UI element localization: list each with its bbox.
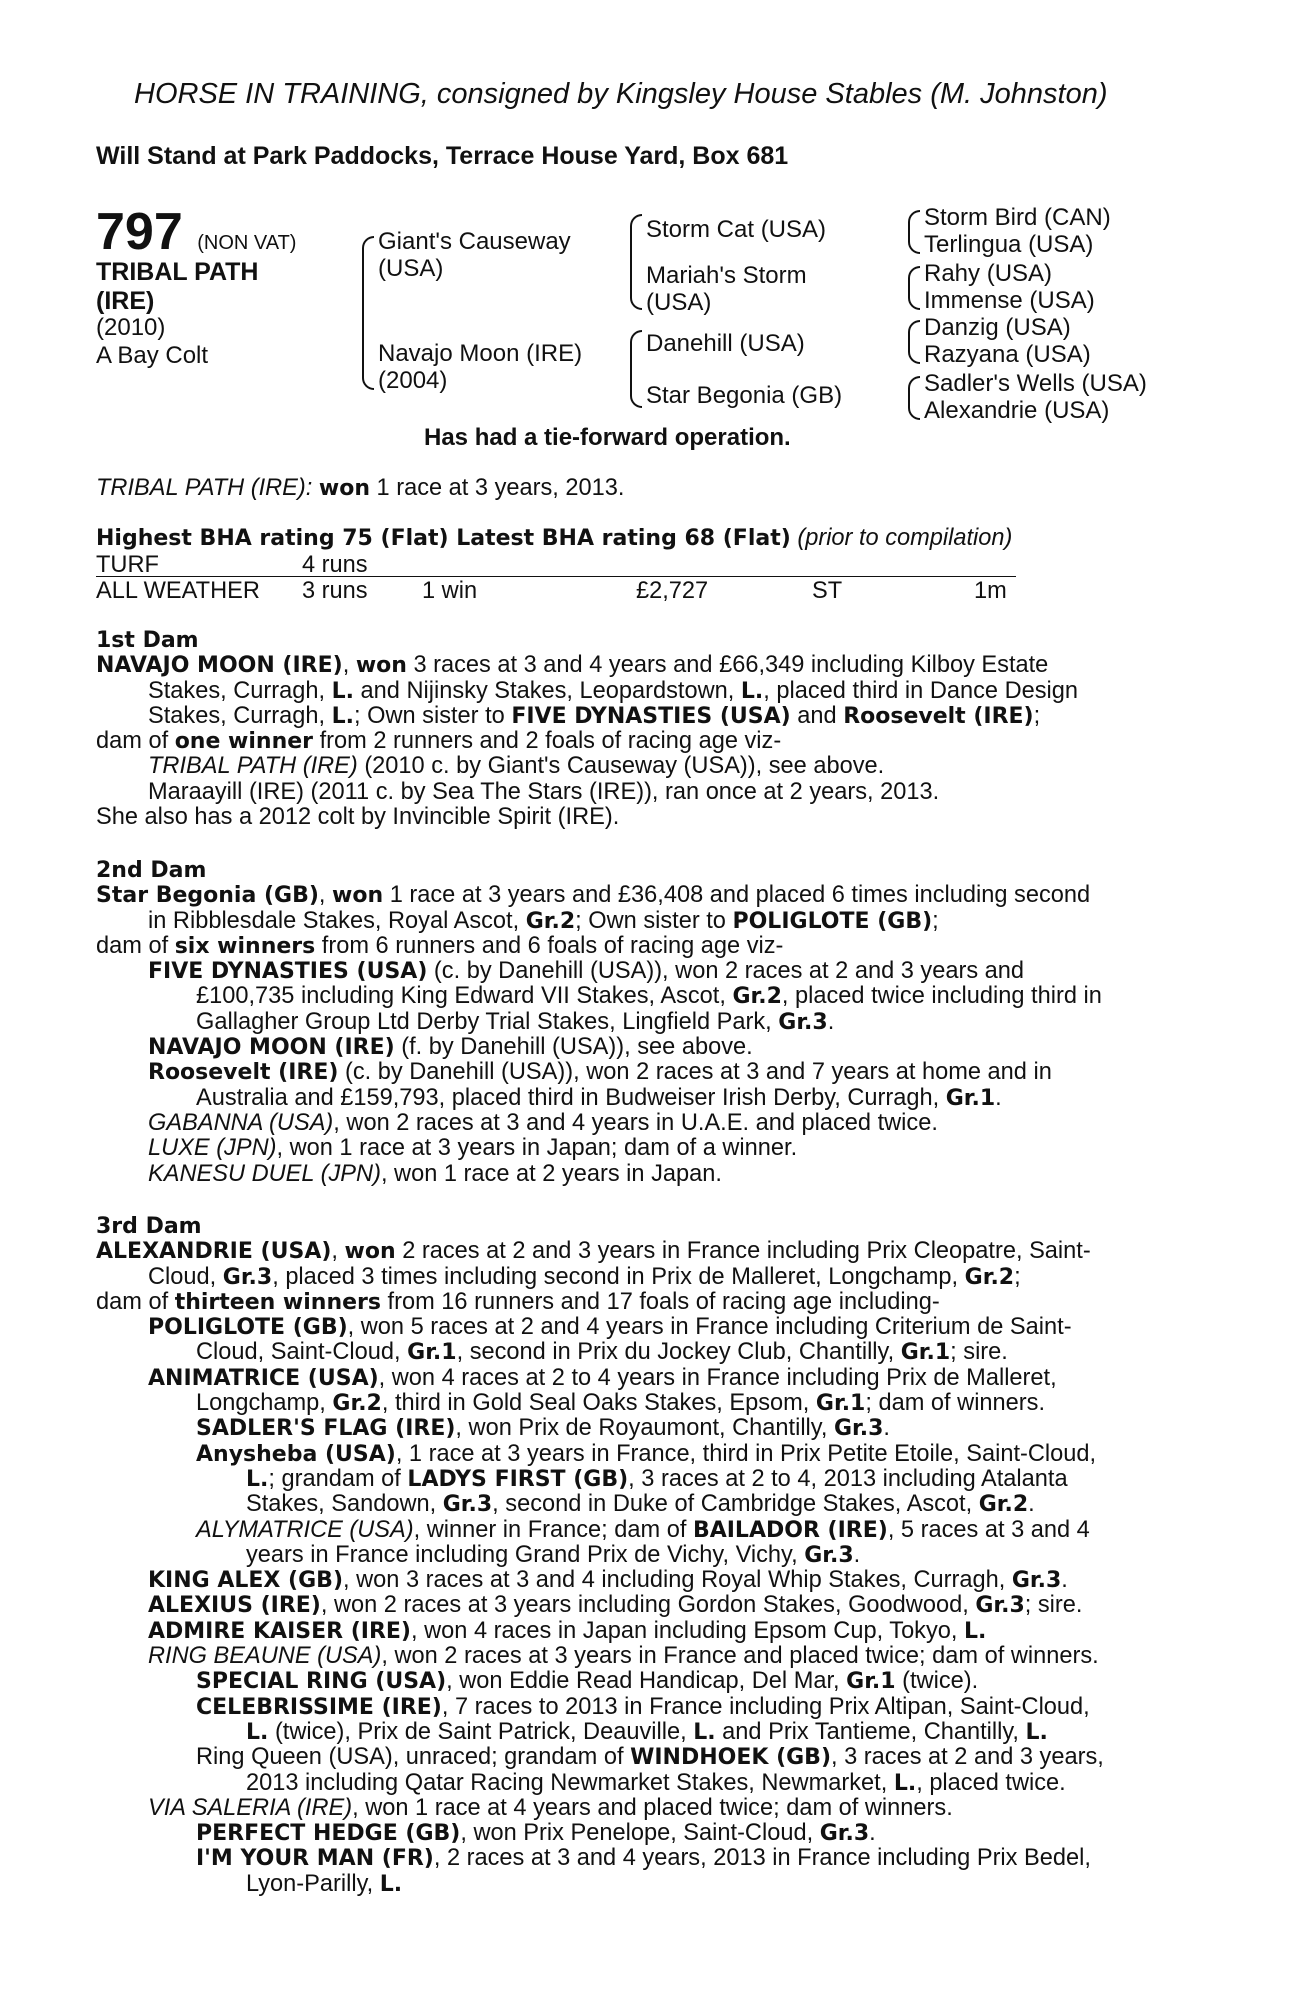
dam2-text-run: , won 2 races at 3 and 4 years in U.A.E. and placed twice. — [333, 1109, 938, 1136]
dam1-text-run: and Nijinsky Stakes, Leopardstown, — [353, 677, 741, 704]
dam2-line — [96, 1162, 1102, 1187]
dam3-line — [96, 1846, 1104, 1871]
dam3-text-run: SADLER'S FLAG (IRE) — [196, 1416, 456, 1442]
dam3-text-run: PERFECT HEDGE (GB) — [196, 1821, 461, 1847]
dam2-text-run: ; — [932, 907, 939, 934]
dam3-line — [96, 1669, 1104, 1694]
dam3-text-run: . — [883, 1415, 890, 1442]
dam1-text-run: FIVE DYNASTIES (USA) — [511, 703, 791, 729]
dam1-text-run: one winner — [174, 729, 314, 755]
pedigree-brace-sire — [630, 214, 642, 310]
sire-sire: Storm Cat (USA) — [646, 216, 827, 243]
dam3-line — [96, 1290, 1104, 1315]
dam3-text-run: Gr.3 — [1011, 1568, 1062, 1594]
dam3-line — [96, 1543, 1104, 1568]
dam: Navajo Moon (IRE) (2004) — [378, 340, 583, 394]
ggp-sire-sire: Storm Bird (CAN) Terlingua (USA) — [924, 204, 1111, 258]
pedigree-brace-dam — [630, 330, 642, 408]
dam2-line — [96, 1111, 1102, 1136]
dam3-text-run: , 3 races at 2 and 3 years, — [831, 1744, 1104, 1771]
dam3-text-run: Gr.2 — [332, 1391, 382, 1417]
dam2-line — [96, 1035, 1102, 1060]
dam1-text-run: dam of — [96, 728, 175, 755]
dam3-text-run: thirteen winners — [174, 1289, 381, 1315]
dam2-line — [96, 883, 1102, 908]
dam2-text-run: Gr.1 — [945, 1085, 996, 1111]
dam3-text-run: Anysheba (USA) — [196, 1441, 396, 1467]
dam2-text-run: (c. by Danehill (USA)), won 2 races at 2 and 3 years and — [427, 958, 1025, 985]
dam1-text-run: and — [790, 702, 844, 729]
dam1-text-run: Stakes, Curragh, — [148, 702, 332, 729]
horse-details — [96, 314, 208, 370]
dam3-text-run: , won 3 races at 3 and 4 including Royal Whip Stakes, Curragh, — [343, 1567, 1012, 1594]
dam2-text-run: Roosevelt (IRE) — [148, 1060, 339, 1086]
dam3-text-run: L. — [379, 1871, 403, 1897]
dam3-line — [96, 1720, 1104, 1745]
dam3-line — [96, 1416, 1104, 1441]
third-dam-heading: 3rd Dam — [96, 1214, 202, 1239]
dam3-text-run: ; sire. — [1024, 1592, 1083, 1619]
dam3-text-run: ADMIRE KAISER (IRE) — [148, 1618, 411, 1644]
dam2-text-run: Australia and £159,793, placed third in Budweiser Irish Derby, Curragh, — [196, 1084, 946, 1111]
dam3-text-run: L. — [246, 1719, 269, 1745]
dam2-text-run: GABANNA (USA) — [148, 1109, 334, 1136]
ggp-sire-dam: Rahy (USA) Immense (USA) — [924, 260, 1095, 314]
dam3-text-run: , winner in France; dam of — [413, 1516, 693, 1543]
dam3-text-run: L. — [893, 1770, 917, 1796]
dam2-text-run: (f. by Danehill (USA)), see above. — [394, 1034, 753, 1061]
dam2-line — [96, 934, 1102, 959]
dam3-text-run: and Prix Tantieme, Chantilly, — [715, 1718, 1026, 1745]
dam3-text-run: , 5 races at 3 and 4 — [887, 1516, 1090, 1543]
dam3-text-run: dam of — [96, 1288, 175, 1315]
dam3-text-run: . — [1061, 1567, 1068, 1594]
dam1-line — [96, 729, 1078, 754]
dam2-text-run: KANESU DUEL (JPN) — [148, 1160, 381, 1187]
dam3-line — [96, 1568, 1104, 1593]
dam3-text-run: ALEXANDRIE (USA) — [96, 1239, 332, 1265]
dam3-text-run: , 7 races to 2013 in France including Prix Altipan, Saint-Cloud, — [441, 1693, 1090, 1720]
dam1-text-run: ; — [1033, 702, 1041, 729]
dam1-text-run: L. — [331, 703, 354, 729]
dam3-line — [96, 1644, 1104, 1669]
dam3-line — [96, 1796, 1104, 1821]
dam3-text-run: ; sire. — [950, 1339, 1008, 1366]
pedigree-brace-dd — [908, 376, 920, 420]
dam3-text-run: , placed 3 times including second in Prix de Malleret, Longchamp, — [272, 1263, 965, 1290]
dam3-text-run: KING ALEX (GB) — [148, 1568, 343, 1594]
dam2-text-run: ; Own sister to — [575, 907, 733, 934]
dam2-text-run: 1 race at 3 years and £36,408 and placed 6 times including second — [383, 882, 1091, 909]
dam3-text-run: , placed twice. — [916, 1769, 1066, 1796]
dam3-text-run: , second in Prix du Jockey Club, Chantilly, — [456, 1339, 901, 1366]
sire: Giant's Causeway (USA) — [378, 228, 571, 282]
dam3-line — [96, 1619, 1104, 1644]
dam2-text-run: Gr.2 — [732, 984, 782, 1010]
dam3-line — [96, 1340, 1104, 1365]
dam3-text-run: , won 2 races at 3 years in France and placed twice; dam of winners. — [381, 1643, 1099, 1670]
dam2-text-run: , won 1 race at 2 years in Japan. — [380, 1160, 722, 1187]
dam3-text-run: won — [344, 1239, 396, 1265]
dam2-line — [96, 1086, 1102, 1111]
dam3-text-run: VIA SALERIA (IRE) — [148, 1794, 353, 1821]
dam2-text-run: dam of — [96, 932, 175, 959]
dam3-text-run: , second in Duke of Cambridge Stakes, Ascot, — [492, 1491, 979, 1518]
first-dam-heading: 1st Dam — [96, 628, 199, 653]
tie-forward-note: Has had a tie-forward operation. — [424, 424, 791, 451]
dam3-text-run: Gr.3 — [804, 1542, 854, 1568]
dam3-text-run: Longchamp, — [196, 1390, 333, 1417]
dam3-text-run: Gr.2 — [978, 1492, 1029, 1518]
dam2-text-run: (c. by Danehill (USA)), won 2 races at 3 and 7 years at home and in — [338, 1059, 1052, 1086]
dam2-text-run: . — [827, 1008, 835, 1035]
dam1-line — [96, 653, 1078, 678]
dam1-line — [96, 679, 1078, 704]
dam3-text-run: years in France including Grand Prix de Vichy, Vichy, — [246, 1541, 805, 1568]
record-divider — [96, 576, 1016, 577]
pedigree-brace-ss — [908, 210, 920, 254]
dam3-line — [96, 1593, 1104, 1618]
dam3-text-run: Gr.3 — [819, 1821, 870, 1847]
dam1-text-run: Roosevelt (IRE) — [843, 703, 1034, 729]
dam1-text-run: Maraayill (IRE) (2011 c. by Sea The Stars (IRE)), ran once at 2 years, 2013. — [148, 778, 940, 805]
dam3-text-run: L. — [693, 1719, 716, 1745]
dam3-text-run: POLIGLOTE (GB) — [148, 1315, 348, 1341]
pedigree-brace-ds — [908, 320, 920, 364]
dam3-text-run: Gr.1 — [846, 1669, 896, 1695]
dam3-text-run: I'M YOUR MAN (FR) — [196, 1846, 434, 1872]
dam3-text-run: Gr.3 — [222, 1264, 273, 1290]
consignor-heading: HORSE IN TRAINING, consigned by Kingsley House Stables (M. Johnston) — [134, 78, 1108, 110]
foaling-year: (2010) — [96, 314, 166, 341]
dam3-line — [96, 1391, 1104, 1416]
dam2-line — [96, 984, 1102, 1009]
dam3-text-run: , won Prix Penelope, Saint-Cloud, — [460, 1820, 820, 1847]
dam2-text-run: six winners — [174, 933, 316, 959]
dam3-text-run: SPECIAL RING (USA) — [196, 1669, 447, 1695]
pedigree-brace-sd — [908, 266, 920, 310]
dam1-text-run: from 2 runners and 2 foals of racing age viz- — [313, 728, 782, 755]
dam2-text-run: from 6 runners and 6 foals of racing age viz- — [315, 932, 784, 959]
dam3-text-run: , won 1 race at 4 years and placed twice; dam of winners. — [352, 1794, 953, 1821]
horse-description: A Bay Colt — [96, 342, 209, 369]
catalogue-page: HORSE IN TRAINING, consigned by Kingsley House Stables (M. Johnston) Will Stand at Park Paddocks, Terrace House Yard, Box 681 797 (NON VAT) TRIBAL PATH (IRE) (2010) A Bay Colt Giant's Causeway (USA) Navajo Moon (IRE) (2004) Storm Cat (USA) Mariah's Storm (USA) Danehill (USA) Star Begonia (GB) Storm Bird (CAN) Terlingua (USA) Rahy (USA) Immense (USA) Danzig (USA) Razyana (USA) Sadler's Wells (USA) Alexandrie (USA) Has had a tie-forward operation. TRIBAL PATH (IRE): won 1 race at 3 years, 2013. Highest BHA rating 75 (Flat) Latest BHA rating 68 (Flat) (prior to compilation) TURF 4 runs ALL WEATHER 3 runs 1 win £2,727 ST 1m 1st Dam NAVAJO MOON (IRE), won 3 races at 3 and 4 years and £66,349 including Kilboy Estate Stakes, Curragh, L. and Nijinsky Stakes, Leopardstown, L., placed third in Dance Design Stakes, Curragh, L.; Own sister to FIVE DYNASTIES (USA) and Roosevelt (IRE); dam of one winner from 2 runners and 2 foals of racing age viz- TRIBAL PATH (IRE) (2010 c. by Giant's Causeway (USA)), see above. Maraayill (IRE) (2011 c. by Sea The Stars (IRE)), ran once at 2 years, 2013. She also has a 2012 colt by Invincible Spirit (IRE). 2nd Dam Star Begonia (GB), won 1 race at 3 years and £36,408 and placed 6 times including second in Ribblesdale Stakes, Royal Ascot, Gr.2; Own sister to POLIGLOTE (GB); dam of six winners from 6 runners and 6 foals of racing age viz- FIVE DYNASTIES (USA) (c. by Danehill (USA)), won 2 races at 2 and 3 years and £100,735 including King Edward VII Stakes, Ascot, Gr.2, placed twice including third in Gallagher Group Ltd Derby Trial Stakes, Lingfield Park, Gr.3. NAVAJO MOON (IRE) (f. by Danehill (USA)), see above. Roosevelt (IRE) (c. by Danehill (USA)), won 2 races at 3 and 7 years at home and in Australia and £159,793, placed third in Budweiser Irish Derby, Curragh, Gr.1. GABANNA (USA), won 2 races at 3 and 4 years in U.A.E. and placed twice. LUXE (JPN), won 1 race at 3 years in Japan; dam of a winner. KANESU DUEL (JPN), won 1 race at 2 years in Japan. 3rd Dam ALEXANDRIE (USA), won 2 races at 2 and 3 years in France including Prix Cleopatre, Saint- Cloud, Gr.3, placed 3 times including second in Prix de Malleret, Longchamp, Gr.2; dam of thirteen winners from 16 runners and 17 foals of racing age including- POLIGLOTE (GB), won 5 races at 2 and 4 years in France including Criterium de Saint- Cloud, Saint-Cloud, Gr.1, second in Prix du Jockey Club, Chantilly, Gr.1; sire. ANIMATRICE (USA), won 4 races at 2 to 4 years in France including Prix de Malleret, Longchamp, Gr.2, third in Gold Seal Oaks Stakes, Epsom, Gr.1; dam of winners. SADLER'S FLAG (IRE), won Prix de Royaumont, Chantilly, Gr.3. Anysheba (USA), 1 race at 3 years in France, third in Prix Petite Etoile, Saint-Cloud, L.; grandam of LADYS FIRST (GB), 3 races at 2 to 4, 2013 including Atalanta Stakes, Sandown, Gr.3, second in Duke of Cambridge Stakes, Ascot, Gr.2. ALYMATRICE (USA), winner in France; dam of BAILADOR (IRE), 5 races at 3 and 4 years in France including Grand Prix de Vichy, Vichy, Gr.3. KING ALEX (GB), won 3 races at 3 and 4 including Royal Whip Stakes, Curragh, Gr.3. ALEXIUS (IRE), won 2 races at 3 years including Gordon Stakes, Goodwood, Gr.3; sire. ADMIRE KAISER (IRE), won 4 races in Japan including Epsom Cup, Tokyo, L. RING BEAUNE (USA), won 2 races at 3 years in France and placed twice; dam of winners. SPECIAL RING (USA), won Eddie Read Handicap, Del Mar, Gr.1 (twice). CELEBRISSIME (IRE), 7 races to 2013 in France including Prix Altipan, Saint-Cloud, L. (twice), Prix de Saint Patrick, Deauville, L. and Prix Tantieme, Chantilly, L. Ring Queen (USA), unraced; grandam of WINDHOEK (GB), 3 races at 2 and 3 years, 2013 including Qatar Racing Newmarket Stakes, Newmarket, L., placed twice. VIA SALERIA (IRE), won 1 race at 4 years and placed twice; dam of winners. PERFECT HEDGE (GB), won Prix Penelope, Saint-Cloud, Gr.3. I'M YOUR MAN (FR), 2 races at 3 and 4 years, 2013 in France including Prix Bedel, Lyon-Parilly, L. — [96, 78, 1147, 1897]
dam3-text-run: , won 2 races at 3 years including Gordon Stakes, Goodwood, — [320, 1592, 976, 1619]
pedigree-brace-main — [362, 236, 374, 390]
dam2-line — [96, 959, 1102, 984]
dam3-text-run: Lyon-Parilly, — [246, 1870, 380, 1897]
dam3-text-run: , — [331, 1238, 345, 1265]
dam3-text-run: Stakes, Sandown, — [246, 1491, 443, 1518]
dam2-text-run: FIVE DYNASTIES (USA) — [148, 959, 428, 985]
dam3-text-run: . — [869, 1820, 876, 1847]
dam1-line — [96, 805, 1078, 830]
dam3-line — [96, 1492, 1104, 1517]
race-summary: TRIBAL PATH (IRE): won 1 race at 3 years, 2013. — [96, 475, 625, 501]
dam2-text-run: Gr.3 — [778, 1009, 828, 1035]
sire-dam: Mariah's Storm (USA) — [646, 262, 807, 316]
dam3-text-run: WINDHOEK (GB) — [630, 1745, 832, 1771]
lot-number: 797 — [96, 203, 183, 261]
dam-sire: Danehill (USA) — [646, 330, 805, 357]
dam1-line — [96, 780, 1078, 805]
dam2-text-run: , won 1 race at 3 years in Japan; dam of a winner. — [276, 1135, 798, 1162]
dam3-text-run: 2 races at 2 and 3 years in France including Prix Cleopatre, Saint- — [395, 1238, 1091, 1265]
dam2-text-run: won — [332, 883, 384, 909]
dam1-text-run: (2010 c. by Giant's Causeway (USA)), see above. — [357, 753, 885, 780]
dam3-line — [96, 1467, 1104, 1492]
dam2-line — [96, 1010, 1102, 1035]
dam3-line — [96, 1315, 1104, 1340]
dam3-line — [96, 1872, 1104, 1897]
dam3-text-run: ; grandam of — [268, 1465, 408, 1492]
dam3-text-run: , 1 race at 3 years in France, third in Prix Petite Etoile, Saint-Cloud, — [395, 1440, 1097, 1467]
dam1-text-run: , — [342, 652, 356, 679]
stand-location: Will Stand at Park Paddocks, Terrace House Yard, Box 681 — [96, 142, 789, 170]
dam3-text-run: . — [1028, 1491, 1035, 1518]
dam2-text-run: . — [995, 1084, 1002, 1111]
dam3-text-run: Gr.2 — [964, 1264, 1015, 1290]
dam-dam: Star Begonia (GB) — [646, 382, 843, 409]
dam1-text-run: L. — [740, 678, 764, 704]
third-dam-lines — [96, 1239, 1104, 1897]
dam2-text-run: LUXE (JPN) — [148, 1135, 277, 1162]
horse-name — [96, 258, 259, 316]
dam2-text-run: , placed twice including third in — [781, 983, 1102, 1010]
vat-status: (NON VAT) — [197, 232, 297, 254]
dam3-text-run: L. — [1025, 1719, 1048, 1745]
dam3-text-run: Gr.3 — [975, 1593, 1025, 1619]
dam3-line — [96, 1771, 1104, 1796]
dam3-line — [96, 1366, 1104, 1391]
dam3-line — [96, 1695, 1104, 1720]
ggp-dam-sire: Danzig (USA) Razyana (USA) — [924, 314, 1091, 368]
dam2-line — [96, 1060, 1102, 1085]
third-dam-section — [96, 1214, 1104, 1897]
dam3-line — [96, 1265, 1104, 1290]
second-dam-section — [96, 858, 1102, 1187]
dam1-text-run: , placed third in Dance Design — [763, 677, 1079, 704]
dam3-text-run: ANIMATRICE (USA) — [148, 1365, 379, 1391]
dam1-text-run: She also has a 2012 colt by Invincible Spirit (IRE). — [96, 804, 620, 831]
dam3-text-run: L. — [964, 1618, 987, 1644]
dam1-text-run: NAVAJO MOON (IRE) — [96, 653, 343, 679]
dam3-text-run: ALEXIUS (IRE) — [148, 1593, 321, 1619]
dam1-text-run: won — [355, 653, 407, 679]
dam1-text-run: TRIBAL PATH (IRE) — [148, 753, 358, 780]
dam3-text-run: Ring Queen (USA), unraced; grandam of — [196, 1744, 631, 1771]
dam3-text-run: , won Eddie Read Handicap, Del Mar, — [446, 1668, 847, 1695]
dam3-text-run: . — [853, 1541, 861, 1568]
dam1-line — [96, 704, 1078, 729]
dam2-text-run: £100,735 including King Edward VII Stakes, Ascot, — [196, 983, 733, 1010]
bha-rating: Highest BHA rating 75 (Flat) Latest BHA rating 68 (Flat) (prior to compilation) — [96, 525, 1013, 551]
dam3-line — [96, 1745, 1104, 1770]
horse-name-line2: (IRE) — [96, 287, 155, 315]
dam3-text-run: from 16 runners and 17 foals of racing age including- — [381, 1288, 940, 1315]
first-dam-lines — [96, 653, 1078, 830]
dam2-text-run: Gr.2 — [525, 908, 576, 934]
dam3-text-run: (twice), Prix de Saint Patrick, Deauville, — [268, 1718, 694, 1745]
dam3-text-run: , won 4 races in Japan including Epsom Cup, Tokyo, — [411, 1617, 965, 1644]
dam3-text-run: Cloud, Saint-Cloud, — [196, 1339, 408, 1366]
dam3-text-run: , third in Gold Seal Oaks Stakes, Epsom, — [381, 1390, 816, 1417]
dam3-text-run: (twice). — [895, 1668, 979, 1695]
dam3-text-run: L. — [246, 1466, 269, 1492]
dam3-text-run: , won Prix de Royaumont, Chantilly, — [455, 1415, 834, 1442]
dam3-text-run: , 2 races at 3 and 4 years, 2013 in France including Prix Bedel, — [433, 1845, 1091, 1872]
dam3-text-run: ; — [1014, 1263, 1021, 1290]
dam1-text-run: L. — [331, 678, 354, 704]
dam2-text-run: NAVAJO MOON (IRE) — [148, 1035, 395, 1061]
dam2-text-run: Star Begonia (GB) — [96, 883, 319, 909]
second-dam-heading: 2nd Dam — [96, 858, 207, 883]
dam3-line — [96, 1239, 1104, 1264]
dam3-text-run: Gr.3 — [442, 1492, 493, 1518]
dam1-line — [96, 754, 1078, 779]
ggp-dam-dam: Sadler's Wells (USA) Alexandrie (USA) — [924, 370, 1147, 424]
dam3-text-run: Gr.1 — [815, 1391, 866, 1417]
first-dam-section — [96, 628, 1078, 830]
dam2-line — [96, 1136, 1102, 1161]
dam3-text-run: CELEBRISSIME (IRE) — [196, 1694, 442, 1720]
dam3-text-run: Gr.1 — [900, 1340, 951, 1366]
dam2-text-run: in Ribblesdale Stakes, Royal Ascot, — [148, 907, 526, 934]
dam2-text-run: Gallagher Group Ltd Derby Trial Stakes, Lingfield Park, — [196, 1008, 779, 1035]
dam3-text-run: 2013 including Qatar Racing Newmarket Stakes, Newmarket, — [246, 1769, 894, 1796]
dam3-text-run: Cloud, — [148, 1263, 223, 1290]
dam2-text-run: , — [318, 882, 333, 909]
horse-name-line1: TRIBAL PATH — [96, 258, 259, 286]
dam3-text-run: RING BEAUNE (USA) — [148, 1643, 382, 1670]
dam3-text-run: , won 4 races at 2 to 4 years in France including Prix de Malleret, — [378, 1364, 1057, 1391]
dam2-line — [96, 909, 1102, 934]
dam1-text-run: 3 races at 3 and 4 years and £66,349 including Kilboy Estate — [406, 652, 1049, 679]
dam3-text-run: BAILADOR (IRE) — [692, 1517, 888, 1543]
dam2-text-run: POLIGLOTE (GB) — [732, 908, 933, 934]
dam3-line — [96, 1518, 1104, 1543]
dam3-text-run: , won 5 races at 2 and 4 years in France including Criterium de Saint- — [347, 1314, 1072, 1341]
second-dam-lines — [96, 883, 1102, 1187]
dam3-text-run: ALYMATRICE (USA) — [196, 1516, 414, 1543]
dam3-text-run: LADYS FIRST (GB) — [407, 1466, 629, 1492]
dam3-text-run: Gr.3 — [833, 1416, 884, 1442]
dam3-text-run: , 3 races at 2 to 4, 2013 including Atalanta — [628, 1465, 1068, 1492]
dam1-text-run: ; Own sister to — [353, 702, 512, 729]
dam3-text-run: Gr.1 — [407, 1340, 457, 1366]
dam3-text-run: ; dam of winners. — [865, 1390, 1046, 1417]
dam3-line — [96, 1821, 1104, 1846]
dam1-text-run: Stakes, Curragh, — [148, 677, 332, 704]
dam3-line — [96, 1442, 1104, 1467]
